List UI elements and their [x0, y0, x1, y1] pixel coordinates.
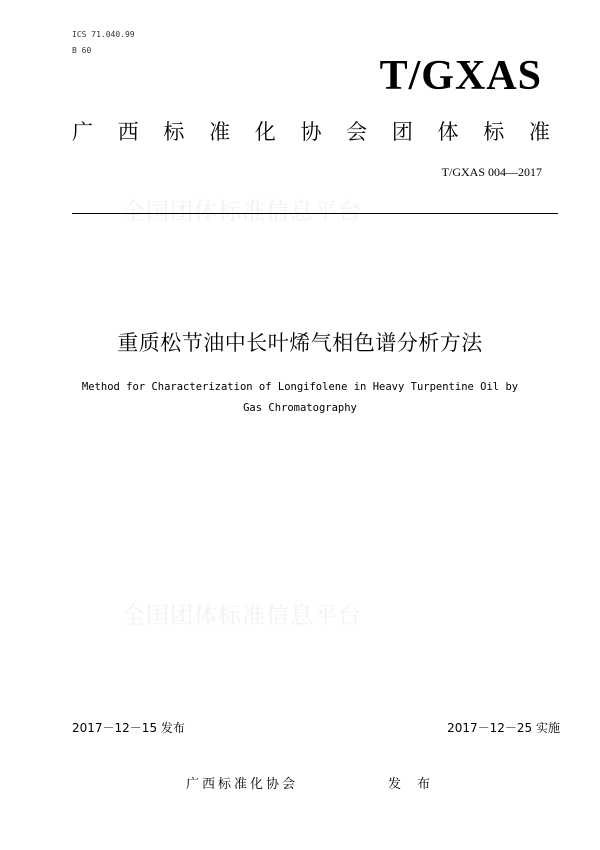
standard-number: T/GXAS 004—2017 [441, 165, 542, 179]
title-chinese: 重质松节油中长叶烯气相色谱分析方法 [117, 331, 483, 355]
association-char: 广 [72, 120, 93, 144]
association-char: 团 [391, 120, 413, 144]
association-header [72, 116, 550, 146]
title-english-line2: Gas Chromatography [243, 402, 357, 414]
title-english-line1: Method for Characterization of Longifolene in Heavy Turpentine Oil by [81, 381, 519, 393]
association-char: 准 [209, 120, 231, 144]
issuer-name: 广西标准化协会 [186, 777, 299, 792]
association-char: 会 [346, 120, 368, 144]
association-char: 标 [163, 120, 185, 144]
association-char: 标 [483, 120, 505, 144]
association-char: 协 [300, 120, 322, 144]
association-char: 化 [254, 120, 276, 144]
issue-label: 发 布 [388, 777, 437, 792]
issue-date: 2017－12－15 发布 [72, 721, 185, 735]
ics-code: ICS 71.040.99 [72, 30, 135, 39]
association-char: 准 [528, 120, 550, 144]
header-divider [72, 213, 558, 214]
ccs-code: B 60 [72, 46, 92, 55]
association-char: 体 [437, 120, 459, 144]
watermark-bottom: 全国团体标准信息平台 [122, 603, 362, 629]
implementation-date: 2017－12－25 实施 [447, 721, 560, 735]
title-english [30, 377, 570, 419]
standard-brand: T/GXAS [379, 53, 542, 99]
watermark-top: 全国团体标准信息平台 [122, 199, 362, 225]
association-char: 西 [117, 120, 139, 144]
